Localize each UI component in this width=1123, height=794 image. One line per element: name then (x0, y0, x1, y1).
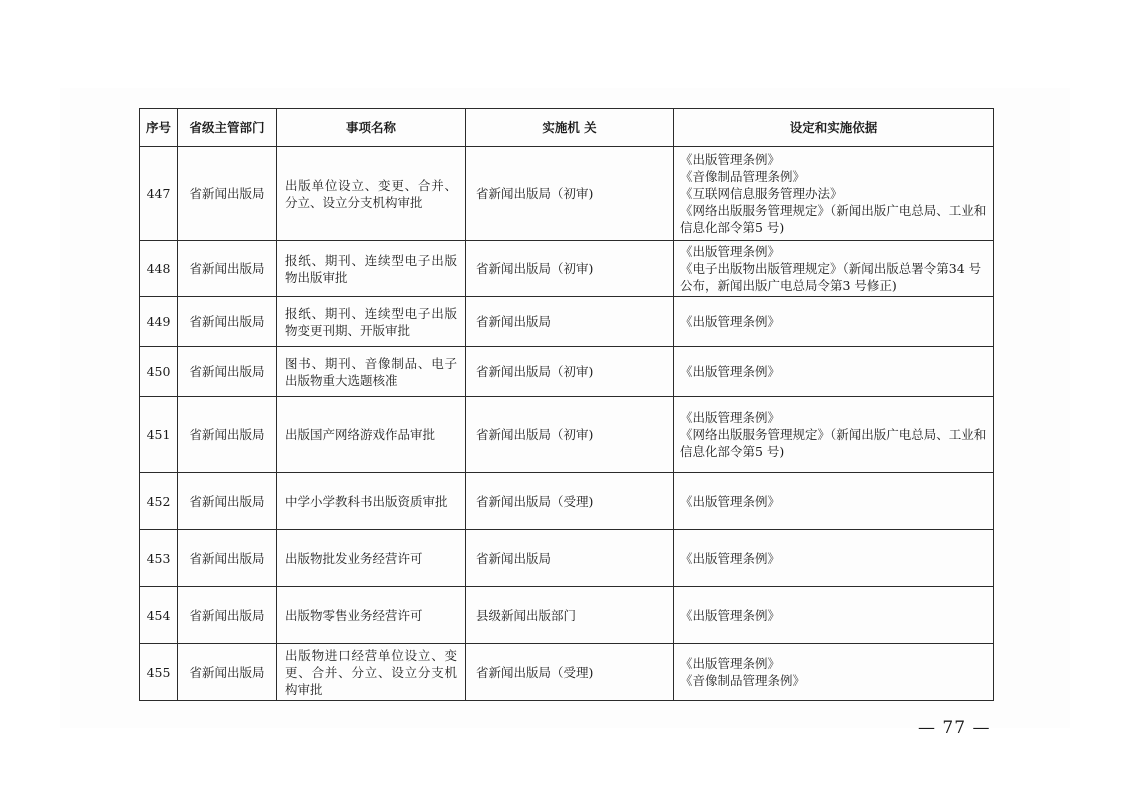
page-number: — 77 — (918, 718, 991, 738)
table-row (140, 347, 994, 397)
cell-basis (674, 644, 994, 701)
cell-item-name: 出版单位设立、变更、合并、分立、设立分支机构审批 (277, 147, 466, 241)
cell-agency: 县级新闻出版部门 (466, 587, 674, 644)
cell-basis (674, 587, 994, 644)
cell-basis (674, 530, 994, 587)
basis-regulation: 《出版管理条例》 (680, 314, 781, 329)
cell-agency: 省新闻出版局 (466, 530, 674, 587)
table-row (140, 530, 994, 587)
header-department: 省级主管部门 (178, 109, 277, 147)
basis-regulation: 《出版管理条例》 (680, 244, 781, 259)
cell-basis (674, 147, 994, 241)
basis-regulation: 《出版管理条例》 (680, 550, 781, 566)
cell-serial-number: 449 (140, 297, 178, 347)
cell-department: 省新闻出版局 (178, 297, 277, 347)
cell-serial-number: 455 (140, 644, 178, 701)
cell-department: 省新闻出版局 (178, 587, 277, 644)
header-serial-number: 序号 (140, 109, 178, 147)
cell-basis (674, 297, 994, 347)
basis-regulation: 《出版管理条例》 (680, 410, 781, 425)
cell-serial-number: 453 (140, 530, 178, 587)
table-row (140, 473, 994, 530)
table-row (140, 397, 994, 473)
cell-agency: 省新闻出版局（初审) (466, 147, 674, 241)
cell-serial-number: 452 (140, 473, 178, 530)
cell-department: 省新闻出版局 (178, 644, 277, 701)
basis-regulation: 《出版管理条例》 (680, 364, 781, 379)
table-row (140, 587, 994, 644)
cell-item-name: 图书、期刊、音像制品、电子出版物重大选题核准 (277, 347, 466, 397)
cell-serial-number: 454 (140, 587, 178, 644)
cell-department: 省新闻出版局 (178, 347, 277, 397)
cell-agency: 省新闻出版局 (466, 297, 674, 347)
cell-serial-number: 447 (140, 147, 178, 241)
cell-agency: 省新闻出版局（初审) (466, 241, 674, 297)
cell-department: 省新闻出版局 (178, 397, 277, 473)
basis-regulation: 《电子出版物出版管理规定》（新闻出版总署令第34 号公布，新闻出版广电总局令第3 号修正) (680, 261, 982, 293)
cell-serial-number: 451 (140, 397, 178, 473)
cell-basis (674, 241, 994, 297)
cell-serial-number: 448 (140, 241, 178, 297)
cell-basis (674, 397, 994, 473)
table-row (140, 241, 994, 297)
cell-agency: 省新闻出版局（初审) (466, 347, 674, 397)
cell-agency: 省新闻出版局（初审) (466, 397, 674, 473)
table-row (140, 147, 994, 241)
cell-basis (674, 473, 994, 530)
cell-basis (674, 347, 994, 397)
basis-regulation: 《互联网信息服务管理办法》 (680, 186, 843, 201)
cell-serial-number: 450 (140, 347, 178, 397)
basis-regulation: 《音像制品管理条例》 (680, 169, 806, 184)
basis-regulation: 《出版管理条例》 (680, 607, 781, 623)
cell-item-name: 出版物进口经营单位设立、变更、合并、分立、设立分支机构审批 (277, 644, 466, 701)
basis-regulation: 《音像制品管理条例》 (680, 673, 806, 688)
cell-agency: 省新闻出版局（受理) (466, 644, 674, 701)
basis-regulation: 《出版管理条例》 (680, 152, 781, 167)
header-basis: 设定和实施依据 (674, 109, 994, 147)
basis-regulation: 《出版管理条例》 (680, 493, 781, 509)
cell-department: 省新闻出版局 (178, 147, 277, 241)
table-row (140, 297, 994, 347)
cell-item-name: 中学小学教科书出版资质审批 (277, 473, 466, 530)
cell-item-name: 出版国产网络游戏作品审批 (277, 397, 466, 473)
basis-regulation: 《出版管理条例》 (680, 656, 781, 671)
table-row (140, 644, 994, 701)
cell-item-name: 报纸、期刊、连续型电子出版物出版审批 (277, 241, 466, 297)
header-agency: 实施机 关 (466, 109, 674, 147)
cell-department: 省新闻出版局 (178, 473, 277, 530)
cell-item-name: 出版物批发业务经营许可 (277, 530, 466, 587)
table-body (140, 147, 994, 701)
header-row (140, 109, 994, 147)
header-item-name: 事项名称 (277, 109, 466, 147)
approval-items-table (139, 108, 994, 701)
cell-item-name: 报纸、期刊、连续型电子出版物变更刊期、开版审批 (277, 297, 466, 347)
basis-regulation: 《网络出版服务管理规定》（新闻出版广电总局、工业和信息化部令第5 号) (680, 203, 987, 235)
cell-agency: 省新闻出版局（受理) (466, 473, 674, 530)
cell-department: 省新闻出版局 (178, 530, 277, 587)
table-header (140, 109, 994, 147)
cell-item-name: 出版物零售业务经营许可 (277, 587, 466, 644)
basis-regulation: 《网络出版服务管理规定》（新闻出版广电总局、工业和信息化部令第5 号) (680, 427, 987, 459)
cell-department: 省新闻出版局 (178, 241, 277, 297)
